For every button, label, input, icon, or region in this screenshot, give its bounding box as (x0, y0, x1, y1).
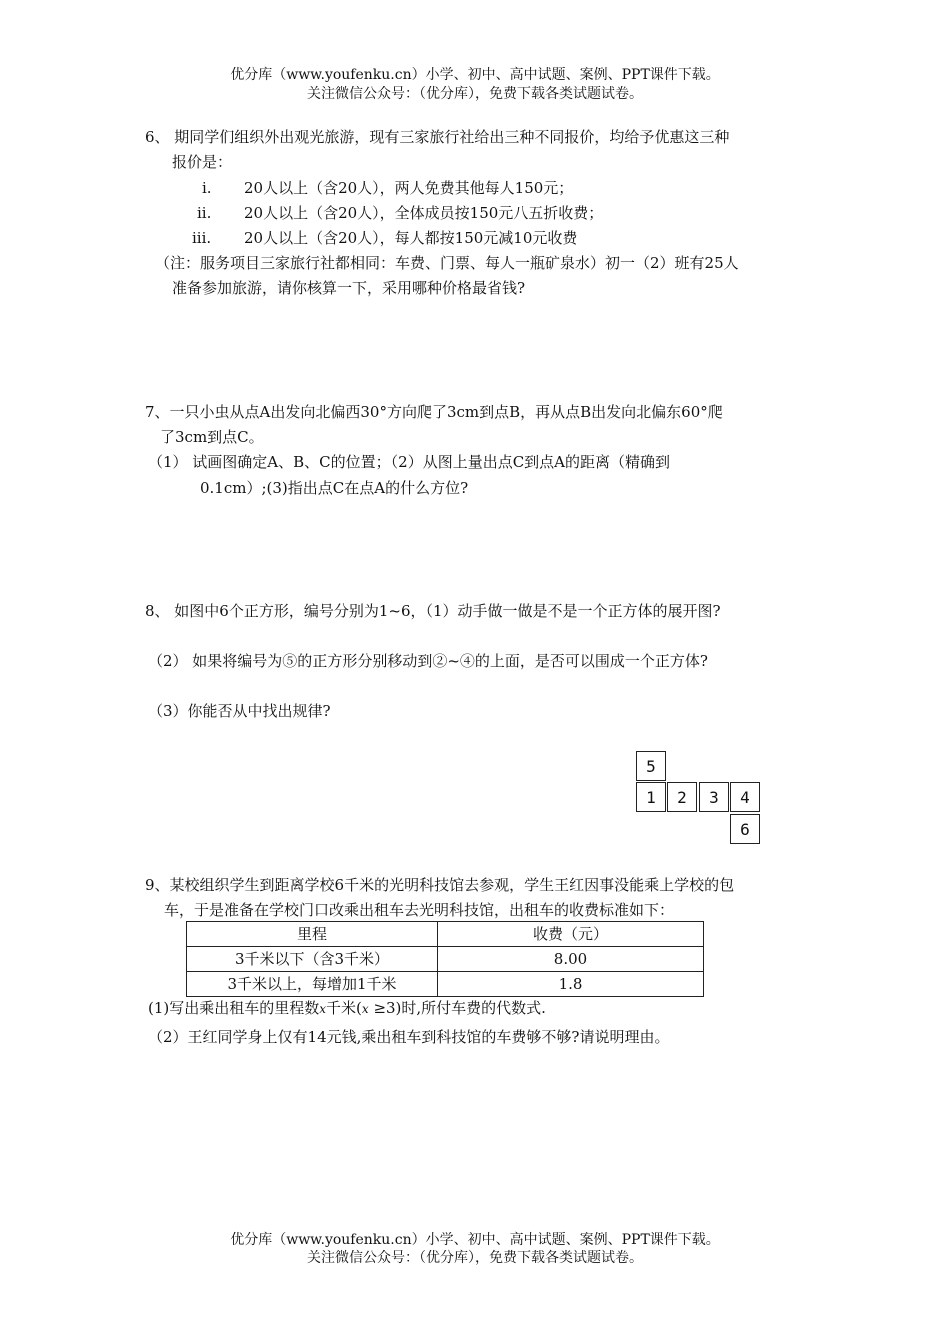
net-square-3: 3 (699, 782, 729, 812)
net-square-5: 5 (636, 751, 666, 781)
net-square-4: 4 (730, 782, 760, 812)
q9-line-2: 车，于是准备在学校门口改乘出租车去光明科技馆，出租车的收费标准如下： (164, 901, 675, 919)
q9-sub-1-mid: 千米( (326, 999, 362, 1017)
cube-net-figure (636, 751, 762, 845)
table-row (187, 972, 704, 997)
q9-sub-1-post: ≥3)时,所付车费的代数式. (368, 999, 546, 1017)
q7-sub-line-1: （1） 试画图确定A、B、C的位置；（2）从图上量出点C到点A的距离（精确到 (148, 453, 671, 471)
q6-note-line-1: （注：服务项目三家旅行社都相同：车费、门票、每人一瓶矿泉水）初一（2）班有25人 (155, 254, 739, 272)
footer-line-1: 优分库（www.youfenku.cn）小学、初中、高中试题、案例、PPT课件下载。 (230, 1232, 720, 1248)
fare-table (186, 921, 704, 997)
net-square-2: 2 (667, 782, 697, 812)
fare-header-distance: 里程 (187, 922, 438, 947)
q8-line-1: 8、 如图中6个正方形，编号分别为1~6，（1）动手做一做是不是一个正方体的展开图? (145, 602, 721, 620)
q9-sub-1-pre: (1)写出乘出租车的里程数 (148, 999, 320, 1017)
q6-item-1-text: 20人以上（含20人），两人免费其他每人150元； (244, 179, 574, 197)
fare-table-header (187, 922, 704, 947)
q6-line-2: 报价是： (172, 153, 233, 171)
fare-row-1-distance: 3千米以下（含3千米） (187, 947, 438, 972)
q6-item-2-num: ii. (197, 204, 212, 222)
q7-line-2: 了3cm到点C。 (160, 428, 264, 446)
q6-line-1: 6、 期同学们组织外出观光旅游，现有三家旅行社给出三种不同报价，均给予优惠这三种 (145, 128, 730, 146)
q6-item-3-text: 20人以上（含20人），每人都按150元减10元收费 (244, 229, 578, 247)
q6-item-3-num: iii. (192, 229, 212, 247)
q6-note-line-2: 准备参加旅游，请你核算一下，采用哪种价格最省钱? (172, 279, 526, 297)
header-line-1: 优分库（www.youfenku.cn）小学、初中、高中试题、案例、PPT课件下载。 (230, 67, 720, 83)
q9-sub-2: （2）王红同学身上仅有14元钱,乘出租车到科技馆的车费够不够?请说明理由。 (148, 1028, 670, 1046)
header-line-2: 关注微信公众号：（优分库），免费下载各类试题试卷。 (307, 86, 643, 102)
q6-item-1-num: i. (202, 179, 212, 197)
q9-sub-1-var: x (319, 1002, 327, 1016)
q9-sub-1 (148, 998, 546, 1019)
q7-line-1: 7、一只小虫从点A出发向北偏西30°方向爬了3cm到点B，再从点B出发向北偏东60°爬 (145, 403, 723, 421)
fare-header-cost: 收费（元） (438, 922, 704, 947)
q7-sub-line-2: 0.1cm）;(3)指出点C在点A的什么方位? (200, 479, 469, 497)
fare-row-1-cost: 8.00 (438, 947, 704, 972)
net-square-1: 1 (636, 782, 666, 812)
q6-item-2-text: 20人以上（含20人），全体成员按150元八五折收费； (244, 204, 604, 222)
fare-row-2-distance: 3千米以上，每增加1千米 (187, 972, 438, 997)
net-square-6: 6 (730, 814, 760, 844)
q9-line-1: 9、某校组织学生到距离学校6千米的光明科技馆去参观，学生王红因事没能乘上学校的包 (145, 876, 735, 894)
q8-line-2: （2） 如果将编号为⑤的正方形分别移动到②~④的上面，是否可以围成一个正方体? (148, 652, 708, 670)
table-row (187, 947, 704, 972)
q9-sub-1-var2: x (361, 1002, 369, 1016)
footer-line-2: 关注微信公众号：（优分库），免费下载各类试题试卷。 (307, 1250, 643, 1266)
fare-row-2-cost: 1.8 (438, 972, 704, 997)
q8-line-3: （3）你能否从中找出规律? (148, 702, 331, 720)
